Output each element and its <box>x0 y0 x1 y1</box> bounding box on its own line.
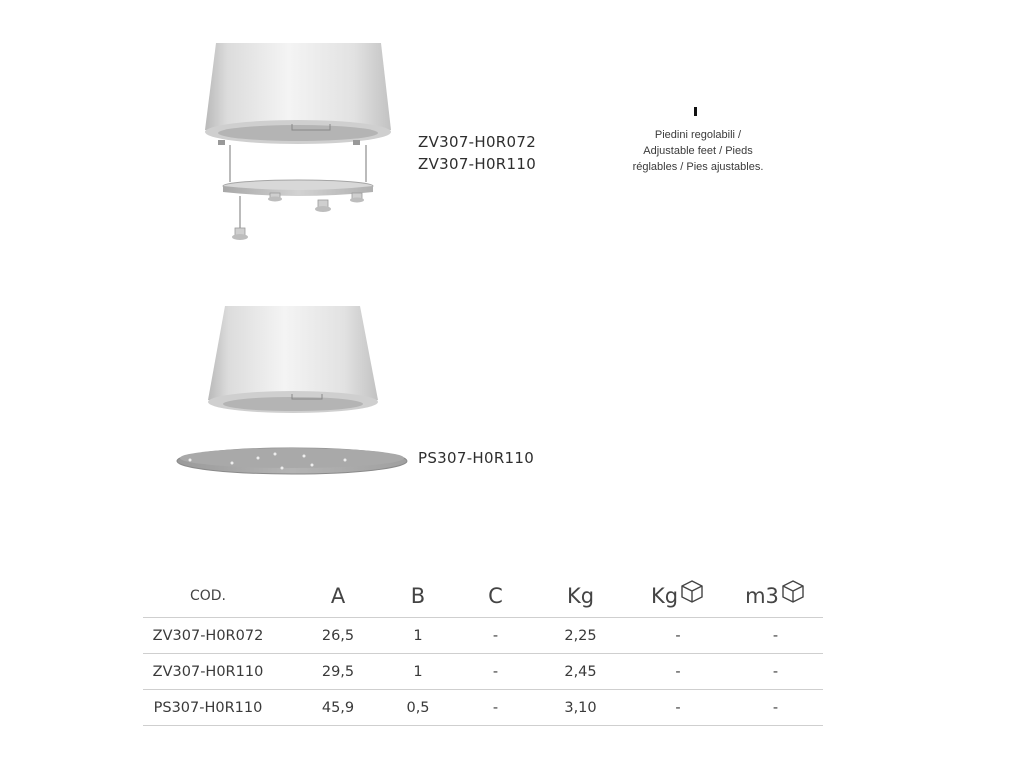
upper-shade <box>205 43 391 240</box>
cell-kg-box: - <box>675 699 681 716</box>
cell-b: 0,5 <box>406 699 430 716</box>
cell-m3: - <box>772 627 779 644</box>
feet-note-line: Piedini regolabili / <box>654 129 742 141</box>
cell-cod: ZV307-H0R072 <box>152 627 264 644</box>
box-icon <box>780 578 806 604</box>
adjustable-foot <box>232 228 248 240</box>
header-b: B <box>410 584 426 608</box>
table-header <box>143 575 823 618</box>
spec-table <box>143 575 823 726</box>
header-m3-box-label: m3 <box>745 584 779 608</box>
header-kg: Kg <box>566 584 595 608</box>
cell-b: 1 <box>413 627 423 644</box>
cell-m3: - <box>772 663 779 680</box>
header-m3-box <box>733 575 818 617</box>
adjustable-foot <box>350 193 364 203</box>
product-code-label: ZV307-H0R110 <box>418 155 537 173</box>
cell-c: - <box>492 663 499 680</box>
product-code-label: PS307-H0R110 <box>418 449 535 467</box>
cell-m3: - <box>772 699 779 716</box>
header-kg-box-label: Kg <box>650 584 679 608</box>
table-row <box>143 654 823 690</box>
cell-b: 1 <box>413 663 423 680</box>
box-icon <box>679 578 705 604</box>
adjustable-foot <box>315 200 331 212</box>
adjustable-foot <box>268 193 282 202</box>
feet-note-line: Adjustable feet / Pieds <box>643 145 753 157</box>
feet-note-line: réglables / Pies ajustables. <box>632 161 764 173</box>
header-cod: COD. <box>189 588 227 604</box>
cell-a: 26,5 <box>321 627 355 644</box>
adjustable-feet-note <box>618 127 778 175</box>
table-row <box>143 690 823 726</box>
cell-c: - <box>492 699 499 716</box>
cell-kg-box: - <box>675 627 681 644</box>
cell-cod: ZV307-H0R110 <box>152 663 264 680</box>
cell-cod: PS307-H0R110 <box>153 699 263 716</box>
base-plate <box>177 448 407 474</box>
product-code-label: ZV307-H0R072 <box>418 133 537 151</box>
cell-a: 29,5 <box>321 663 355 680</box>
cell-kg-box: - <box>675 663 681 680</box>
cell-kg: 2,45 <box>564 663 597 680</box>
table-row <box>143 618 823 654</box>
header-kg-box <box>633 575 723 617</box>
cell-kg: 2,25 <box>564 627 597 644</box>
lower-shade <box>208 306 378 413</box>
cell-kg: 3,10 <box>564 699 597 716</box>
cell-c: - <box>492 627 499 644</box>
foot-marker-icon <box>694 107 697 116</box>
header-a: A <box>330 584 346 608</box>
header-c: C <box>488 584 503 608</box>
cell-a: 45,9 <box>321 699 355 716</box>
